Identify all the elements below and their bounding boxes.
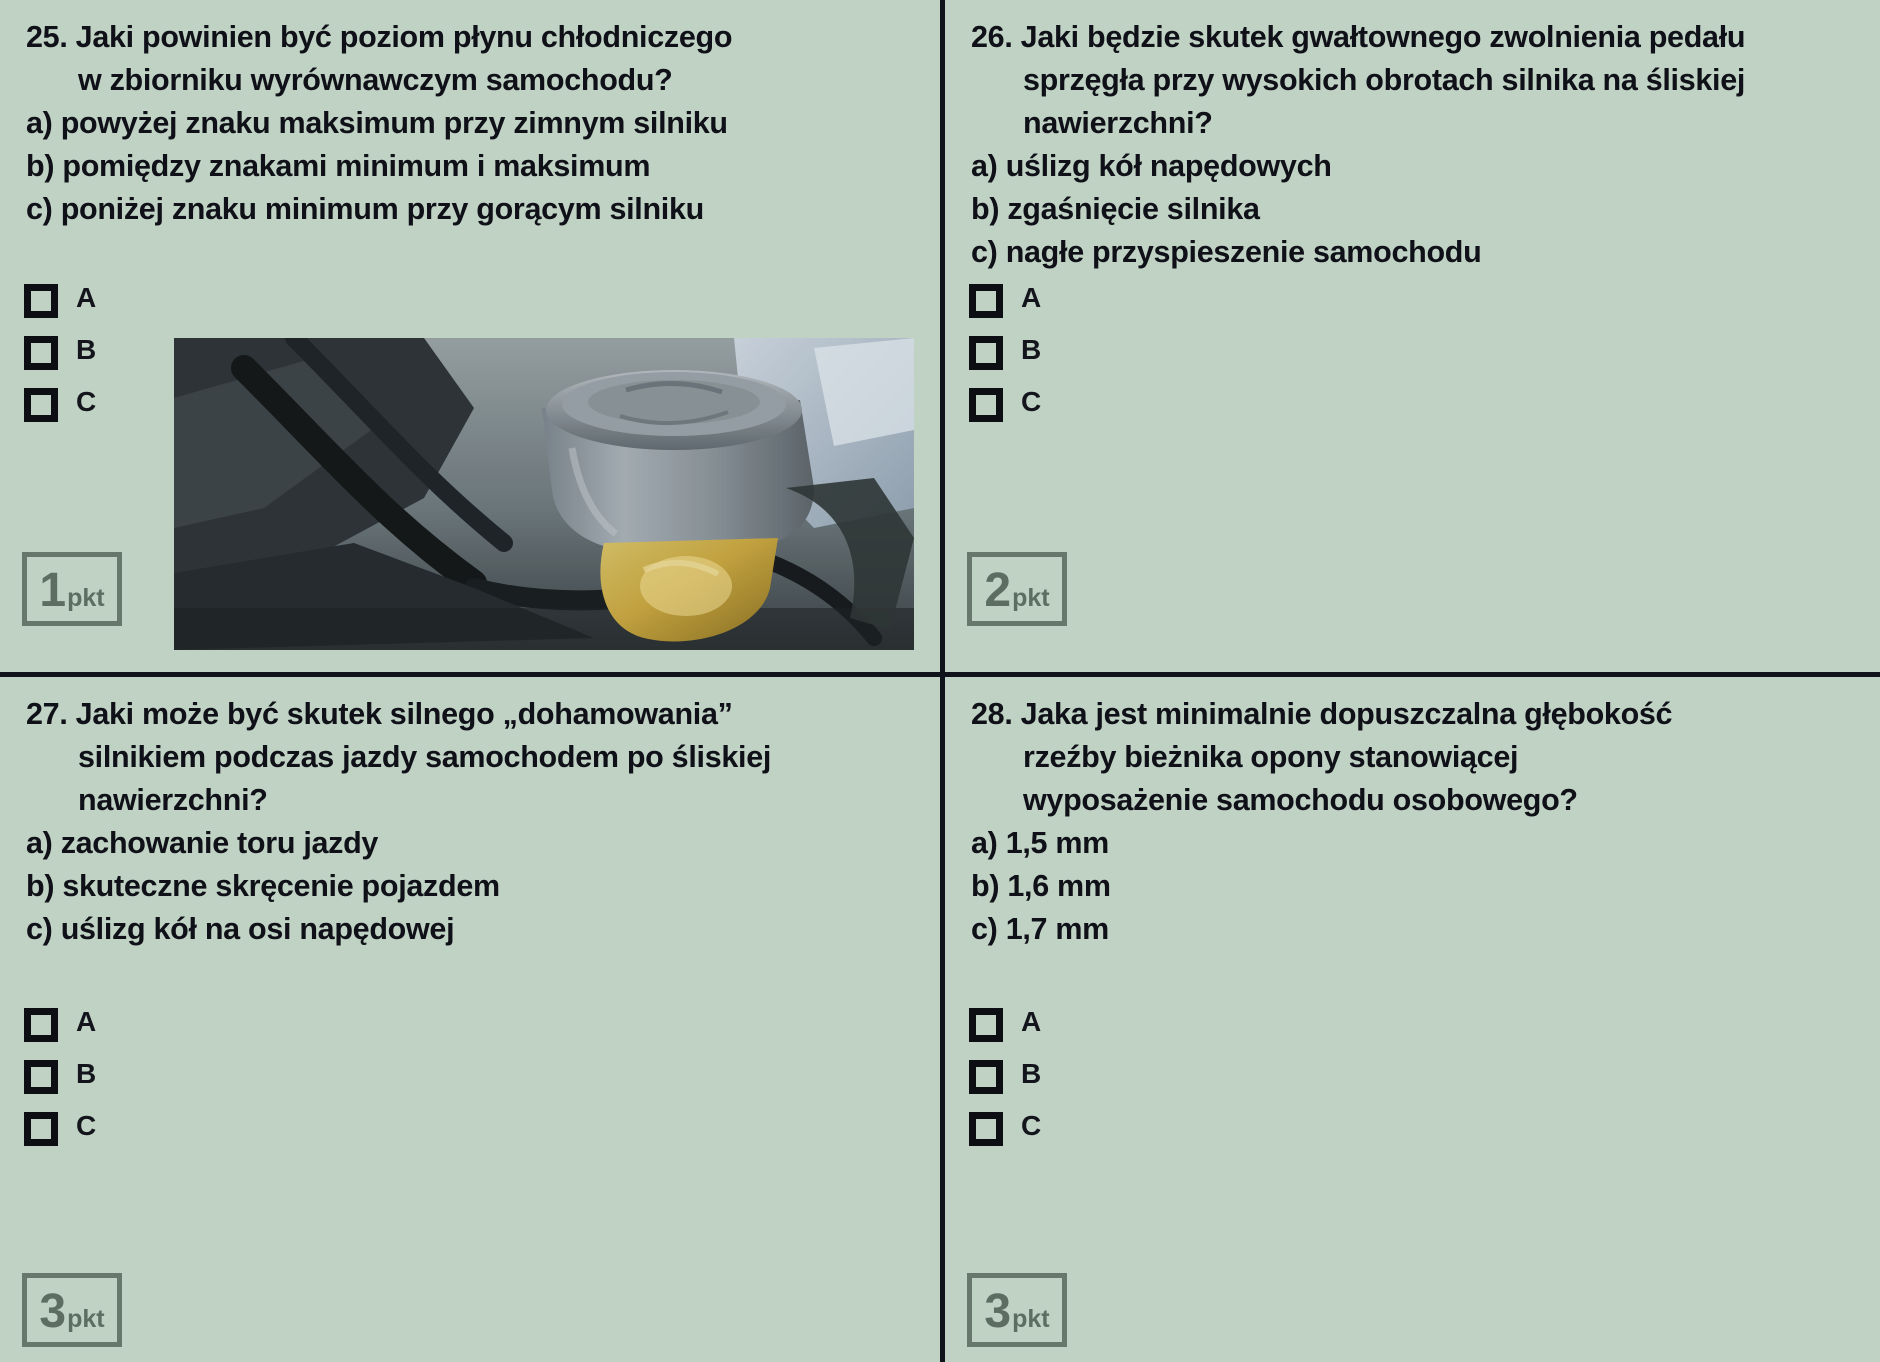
question-28-checkbox-row-c[interactable] — [969, 1103, 1041, 1155]
question-27-prompt-line-2: silnikiem podczas jazdy samochodem po śliskiej — [78, 740, 772, 774]
question-26-checkbox-label-b: B — [1021, 334, 1042, 365]
question-28-checkbox-label-a: A — [1021, 1006, 1042, 1037]
question-25-checkbox-row-b[interactable] — [24, 327, 96, 379]
question-27-answer-c: c) uślizg kół na osi napędowej — [26, 912, 455, 946]
question-27-answers — [26, 822, 916, 951]
question-28-checkbox-group — [969, 999, 1041, 1155]
question-26-prompt-line-1: 26. Jaki będzie skutek gwałtownego zwolnienia pedału — [971, 20, 1746, 54]
question-27-checkbox-group — [24, 999, 96, 1155]
question-28-points-value: 3 — [984, 1285, 1011, 1338]
question-25-answer-b: b) pomiędzy znakami minimum i maksimum — [26, 149, 651, 183]
question-25-points-unit: pkt — [67, 584, 105, 612]
question-26-checkbox-label-c: C — [1021, 386, 1042, 417]
checkbox-b-icon[interactable] — [969, 1060, 1003, 1094]
question-25-answer-c: c) poniżej znaku minimum przy gorącym silniku — [26, 192, 704, 226]
checkbox-b-icon[interactable] — [24, 336, 58, 370]
question-27-checkbox-row-c[interactable] — [24, 1103, 96, 1155]
question-27-prompt-line-3: nawierzchni? — [78, 783, 268, 817]
question-26-answer-c: c) nagłe przyspieszenie samochodu — [971, 235, 1482, 269]
question-28-checkbox-label-c: C — [1021, 1110, 1042, 1141]
checkbox-b-icon[interactable] — [969, 336, 1003, 370]
question-28-answer-b: b) 1,6 mm — [971, 869, 1111, 903]
question-cell-25 — [0, 0, 940, 672]
question-26-answer-a: a) uślizg kół napędowych — [971, 149, 1332, 183]
question-25-photo — [174, 338, 914, 650]
question-25-checkbox-label-a: A — [76, 282, 97, 313]
question-26-checkbox-row-c[interactable] — [969, 379, 1041, 431]
question-27-prompt-line-1: 27. Jaki może być skutek silnego „dohamowania” — [26, 697, 733, 731]
question-25-checkbox-row-c[interactable] — [24, 379, 96, 431]
checkbox-c-icon[interactable] — [969, 388, 1003, 422]
question-cell-28 — [940, 672, 1880, 1362]
question-25-checkbox-row-a[interactable] — [24, 275, 96, 327]
question-28-points-unit: pkt — [1012, 1305, 1050, 1333]
question-27-prompt — [26, 693, 916, 822]
question-27-checkbox-label-a: A — [76, 1006, 97, 1037]
question-25-answer-a: a) powyżej znaku maksimum przy zimnym silniku — [26, 106, 728, 140]
question-27-checkbox-label-c: C — [76, 1110, 97, 1141]
question-26-points-unit: pkt — [1012, 584, 1050, 612]
question-27-points-box — [22, 1273, 122, 1347]
question-28-checkbox-label-b: B — [1021, 1058, 1042, 1089]
question-26-checkbox-group — [969, 275, 1041, 431]
question-26-prompt-line-2: sprzęgła przy wysokich obrotach silnika na śliskiej — [1023, 63, 1746, 97]
question-27-checkbox-label-b: B — [76, 1058, 97, 1089]
question-27-answer-b: b) skuteczne skręcenie pojazdem — [26, 869, 500, 903]
question-26-prompt-line-3: nawierzchni? — [1023, 106, 1213, 140]
question-25-points-box — [22, 552, 122, 626]
question-25-checkbox-label-c: C — [76, 386, 97, 417]
question-25-prompt-line-1: 25. Jaki powinien być poziom płynu chłodniczego — [26, 20, 733, 54]
checkbox-c-icon[interactable] — [24, 1112, 58, 1146]
question-26-answers — [971, 145, 1856, 274]
question-25-answers — [26, 102, 916, 231]
question-28-answer-a: a) 1,5 mm — [971, 826, 1110, 860]
question-28-prompt-line-3: wyposażenie samochodu osobowego? — [1023, 783, 1578, 817]
question-28-answer-c: c) 1,7 mm — [971, 912, 1110, 946]
question-28-answers — [971, 822, 1856, 951]
question-25-checkbox-group — [24, 275, 96, 431]
coolant-reservoir-photo-graphic — [174, 338, 914, 650]
question-27-answer-a: a) zachowanie toru jazdy — [26, 826, 379, 860]
question-27-points-value: 3 — [39, 1285, 66, 1338]
checkbox-b-icon[interactable] — [24, 1060, 58, 1094]
question-27-checkbox-row-b[interactable] — [24, 1051, 96, 1103]
question-cell-26 — [940, 0, 1880, 672]
question-cell-27 — [0, 672, 940, 1362]
checkbox-c-icon[interactable] — [24, 388, 58, 422]
question-26-checkbox-row-b[interactable] — [969, 327, 1041, 379]
checkbox-a-icon[interactable] — [24, 1008, 58, 1042]
question-25-prompt — [26, 16, 916, 102]
question-26-checkbox-row-a[interactable] — [969, 275, 1041, 327]
question-25-checkbox-label-b: B — [76, 334, 97, 365]
checkbox-a-icon[interactable] — [969, 284, 1003, 318]
question-28-points-box — [967, 1273, 1067, 1347]
question-28-checkbox-row-b[interactable] — [969, 1051, 1041, 1103]
checkbox-a-icon[interactable] — [24, 284, 58, 318]
question-26-answer-b: b) zgaśnięcie silnika — [971, 192, 1260, 226]
question-26-prompt — [971, 16, 1856, 145]
checkbox-a-icon[interactable] — [969, 1008, 1003, 1042]
question-28-prompt — [971, 693, 1856, 822]
question-26-points-box — [967, 552, 1067, 626]
question-25-prompt-line-2: w zbiorniku wyrównawczym samochodu? — [78, 63, 673, 97]
question-27-checkbox-row-a[interactable] — [24, 999, 96, 1051]
question-28-prompt-line-1: 28. Jaka jest minimalnie dopuszczalna głębokość — [971, 697, 1673, 731]
question-26-checkbox-label-a: A — [1021, 282, 1042, 313]
question-26-points-value: 2 — [984, 564, 1011, 617]
question-25-points-value: 1 — [39, 564, 66, 617]
question-27-points-unit: pkt — [67, 1305, 105, 1333]
question-28-checkbox-row-a[interactable] — [969, 999, 1041, 1051]
checkbox-c-icon[interactable] — [969, 1112, 1003, 1146]
question-28-prompt-line-2: rzeźby bieżnika opony stanowiącej — [1023, 740, 1519, 774]
